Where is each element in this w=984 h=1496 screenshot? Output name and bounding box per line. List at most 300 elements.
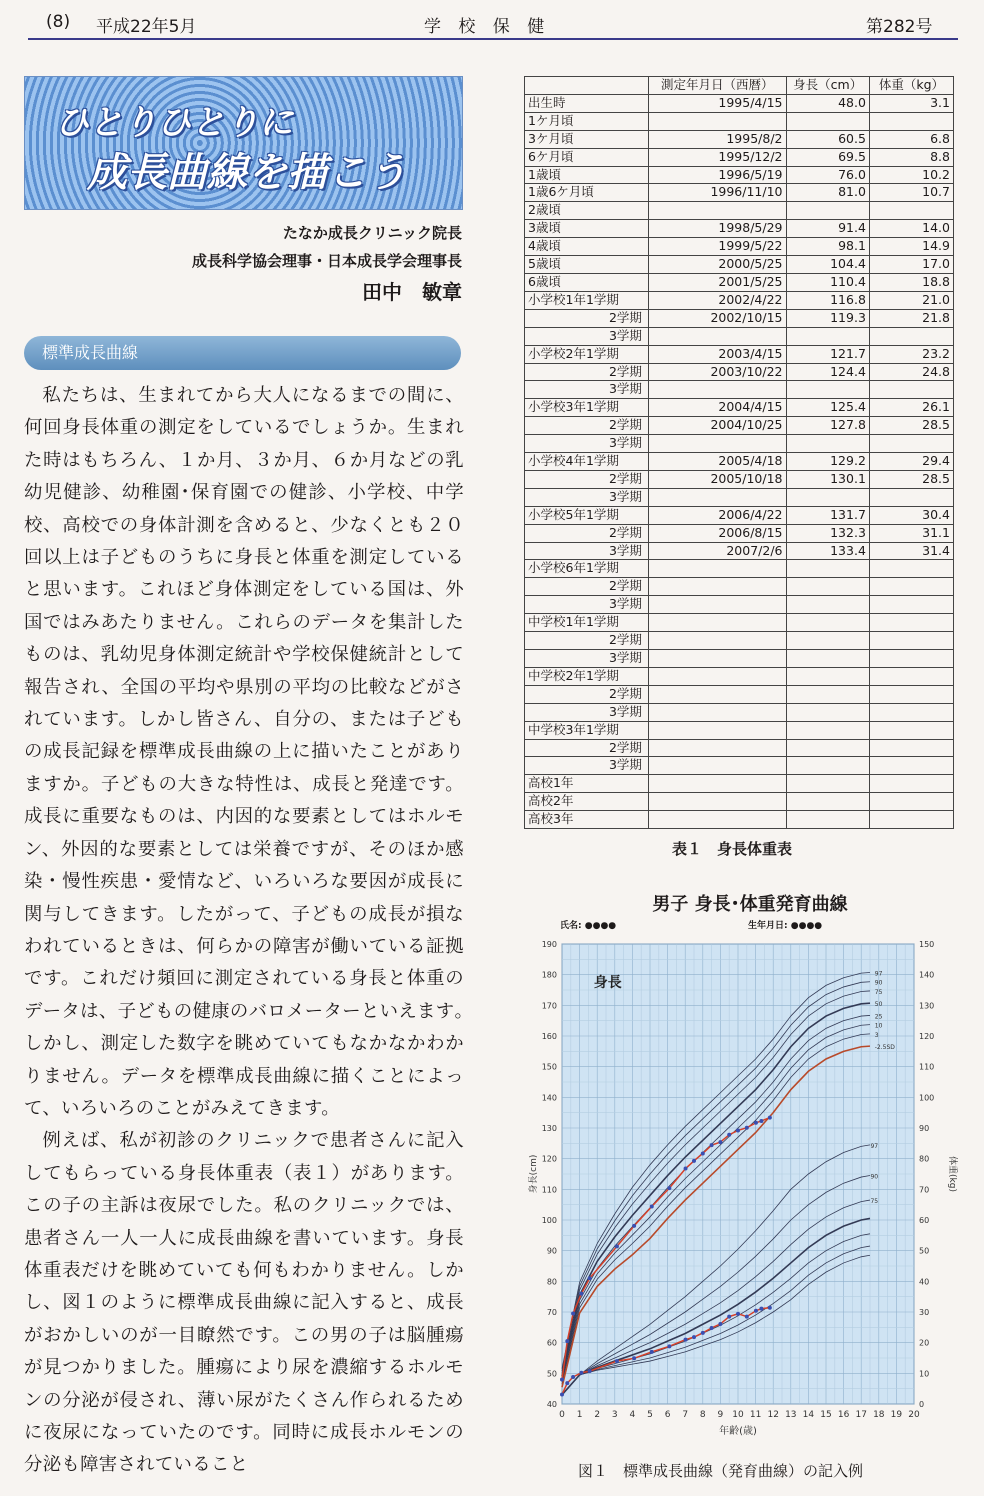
table-cell: 76.0 <box>786 166 869 184</box>
x-tick-label: 15 <box>820 1410 832 1420</box>
data-point <box>632 1224 636 1228</box>
table-cell: 48.0 <box>786 94 869 112</box>
table-cell: 出生時 <box>525 94 649 112</box>
table-cell: 2学期 <box>525 632 649 650</box>
table-cell: 小学校1年1学期 <box>525 291 649 309</box>
data-point <box>650 1205 654 1209</box>
author-affiliation-2: 成長科学協会理事・日本成長学会理事長 <box>191 252 462 270</box>
table-cell: 6.8 <box>869 130 953 148</box>
table-row <box>525 291 954 309</box>
table-row <box>525 417 954 435</box>
y-right-tick-label: 130 <box>919 1001 935 1011</box>
data-point <box>768 1306 772 1310</box>
table-cell: 小学校2年1学期 <box>525 345 649 363</box>
table-cell <box>648 381 786 399</box>
table-cell: 2学期 <box>525 470 649 488</box>
percentile-label: -2.5SD <box>874 1044 895 1052</box>
table-cell: 124.4 <box>786 363 869 381</box>
dob-value: ●●●● <box>790 921 823 931</box>
table-row <box>525 578 954 596</box>
percentile-label: 90 <box>870 1173 879 1181</box>
data-point <box>754 1309 758 1313</box>
table-header-cell: 身長（cm） <box>786 77 869 95</box>
table-cell: 131.7 <box>786 506 869 524</box>
table-cell: 1歳頃 <box>525 166 649 184</box>
table-cell <box>869 112 953 130</box>
table-cell: 8.8 <box>869 148 953 166</box>
data-point <box>727 1133 731 1137</box>
data-point <box>736 1312 740 1316</box>
data-point <box>667 1344 671 1348</box>
x-tick-label: 7 <box>682 1410 689 1420</box>
table-row <box>525 470 954 488</box>
table-cell <box>648 202 786 220</box>
table-row <box>525 309 954 327</box>
x-tick-label: 16 <box>837 1410 850 1420</box>
table-cell <box>786 811 869 829</box>
table-cell <box>648 685 786 703</box>
table-cell: 98.1 <box>786 238 869 256</box>
data-point <box>684 1338 688 1342</box>
table-cell: 2007/2/6 <box>648 542 786 560</box>
table-cell <box>869 632 953 650</box>
table-cell: 2学期 <box>525 363 649 381</box>
issue-date: 平成22年5月 <box>96 17 197 37</box>
table-cell <box>869 381 953 399</box>
data-point <box>727 1315 731 1319</box>
table-cell: 2006/8/15 <box>648 524 786 542</box>
table-cell: 17.0 <box>869 256 953 274</box>
table-cell <box>869 775 953 793</box>
table-cell <box>648 112 786 130</box>
table-cell <box>869 596 953 614</box>
x-tick-label: 6 <box>664 1410 671 1420</box>
y-right-tick-label: 20 <box>919 1338 930 1348</box>
table-cell <box>869 793 953 811</box>
journal-title: 学 校 保 健 <box>424 17 551 37</box>
table-cell <box>648 560 786 578</box>
y-left-tick-label: 60 <box>546 1338 557 1348</box>
table-cell: 31.1 <box>869 524 953 542</box>
table-cell: 1995/4/15 <box>648 94 786 112</box>
table-cell: 91.4 <box>786 220 869 238</box>
table-cell: 1ケ月頃 <box>525 112 649 130</box>
table-cell: 1歳6ケ月頃 <box>525 184 649 202</box>
table-cell: 3学期 <box>525 703 649 721</box>
table-row <box>525 453 954 471</box>
table-cell: 2学期 <box>525 417 649 435</box>
y-right-tick-label: 100 <box>919 1093 935 1103</box>
table-cell <box>648 596 786 614</box>
table-row <box>525 273 954 291</box>
table-cell: 2004/10/25 <box>648 417 786 435</box>
table-row <box>525 542 954 560</box>
table-cell: 高校2年 <box>525 793 649 811</box>
percentile-label: 75 <box>870 1198 879 1206</box>
table-cell: 2005/4/18 <box>648 453 786 471</box>
table-cell: 1996/11/10 <box>648 184 786 202</box>
table-cell: 104.4 <box>786 256 869 274</box>
table-cell: 1995/8/2 <box>648 130 786 148</box>
data-point <box>692 1335 696 1339</box>
y-left-axis-label: 身長(cm) <box>529 1154 539 1194</box>
y-right-tick-label: 30 <box>919 1308 930 1317</box>
table-cell: 3学期 <box>525 542 649 560</box>
page-header <box>0 0 984 40</box>
table-header-row <box>525 77 954 95</box>
table-cell <box>648 632 786 650</box>
table-row <box>525 381 954 399</box>
height-curve-label: 身長 <box>593 974 622 991</box>
table-cell <box>648 488 786 506</box>
table-cell: 高校3年 <box>525 811 649 829</box>
table-cell: 30.4 <box>869 506 953 524</box>
y-right-tick-label: 10 <box>919 1369 930 1379</box>
table-cell <box>786 560 869 578</box>
dob-label: 生年月日: <box>748 921 788 931</box>
data-point <box>560 1392 564 1396</box>
table-cell <box>786 757 869 775</box>
table-row <box>525 363 954 381</box>
table-cell: 1998/5/29 <box>648 220 786 238</box>
table-cell <box>869 650 953 668</box>
title-banner <box>24 76 463 210</box>
percentile-label: 90 <box>874 979 883 987</box>
table-cell: 2学期 <box>525 739 649 757</box>
table-header-cell: 測定年月日（西暦） <box>648 77 786 95</box>
table-row <box>525 435 954 453</box>
table-cell: 23.2 <box>869 345 953 363</box>
table-cell <box>869 703 953 721</box>
table-cell <box>869 578 953 596</box>
table-cell: 14.9 <box>869 238 953 256</box>
table-cell: 小学校5年1学期 <box>525 506 649 524</box>
table-cell <box>786 435 869 453</box>
x-tick-label: 17 <box>855 1410 867 1420</box>
table-cell <box>869 739 953 757</box>
table-cell: 132.3 <box>786 524 869 542</box>
x-tick-label: 11 <box>749 1410 762 1420</box>
data-point <box>579 1292 583 1296</box>
table-cell <box>869 757 953 775</box>
table-row <box>525 202 954 220</box>
y-left-tick-label: 150 <box>541 1062 557 1072</box>
y-right-tick-label: 50 <box>919 1246 930 1256</box>
table-cell: 2003/4/15 <box>648 345 786 363</box>
table-cell <box>786 327 869 345</box>
table-cell: 2001/5/25 <box>648 273 786 291</box>
table-row <box>525 560 954 578</box>
table-row <box>525 614 954 632</box>
y-left-tick-label: 190 <box>541 940 557 949</box>
percentile-label: 50 <box>874 1001 883 1009</box>
table-cell: 116.8 <box>786 291 869 309</box>
y-right-tick-label: 120 <box>919 1032 935 1041</box>
table-cell: 小学校6年1学期 <box>525 560 649 578</box>
table-cell: 3歳頃 <box>525 220 649 238</box>
table-cell: 2学期 <box>525 309 649 327</box>
table-cell: 3学期 <box>525 596 649 614</box>
data-point <box>588 1276 592 1280</box>
table-row <box>525 148 954 166</box>
table-cell: 110.4 <box>786 273 869 291</box>
table-row <box>525 220 954 238</box>
header-rule <box>28 38 958 40</box>
page-number: (8) <box>46 12 71 32</box>
x-tick-label: 1 <box>576 1410 583 1420</box>
author-name: 田中 敏章 <box>362 280 462 304</box>
y-right-tick-label: 60 <box>919 1216 930 1225</box>
table-cell <box>786 650 869 668</box>
table-cell: 2003/10/22 <box>648 363 786 381</box>
height-weight-table <box>524 76 954 829</box>
table-cell: 中学校1年1学期 <box>525 614 649 632</box>
y-left-tick-label: 130 <box>541 1124 557 1133</box>
table-cell: 125.4 <box>786 399 869 417</box>
table-cell: 69.5 <box>786 148 869 166</box>
x-tick-label: 20 <box>908 1410 920 1420</box>
percentile-label: 3 <box>874 1031 879 1039</box>
table-row <box>525 184 954 202</box>
data-point <box>759 1307 763 1311</box>
percentile-label: 75 <box>874 988 883 996</box>
y-left-tick-label: 50 <box>546 1369 557 1379</box>
table-cell: 60.5 <box>786 130 869 148</box>
table-row <box>525 345 954 363</box>
table-row <box>525 775 954 793</box>
data-point <box>768 1116 772 1120</box>
issue-number: 第282号 <box>866 17 933 37</box>
table-cell: 121.7 <box>786 345 869 363</box>
x-tick-label: 14 <box>802 1410 815 1420</box>
table-cell <box>869 560 953 578</box>
table-cell <box>648 578 786 596</box>
table-cell: 1996/5/19 <box>648 166 786 184</box>
table-cell: 28.5 <box>869 417 953 435</box>
table-cell: 3学期 <box>525 757 649 775</box>
table-cell <box>786 596 869 614</box>
table-row <box>525 703 954 721</box>
growth-chart <box>518 930 958 1450</box>
table-cell: 10.7 <box>869 184 953 202</box>
x-tick-label: 12 <box>767 1410 779 1420</box>
table-cell: 4歳頃 <box>525 238 649 256</box>
name-value: ●●●● <box>584 921 617 931</box>
table-cell: 129.2 <box>786 453 869 471</box>
table-row <box>525 256 954 274</box>
table-cell <box>786 488 869 506</box>
table-row <box>525 739 954 757</box>
table-row <box>525 596 954 614</box>
table-cell: 2005/10/18 <box>648 470 786 488</box>
data-point <box>718 1322 722 1326</box>
table-cell <box>648 650 786 668</box>
data-point <box>754 1121 758 1125</box>
table-cell <box>869 667 953 685</box>
table-row <box>525 757 954 775</box>
table-cell <box>786 703 869 721</box>
data-point <box>588 1369 592 1373</box>
y-right-tick-label: 140 <box>919 970 935 980</box>
x-tick-label: 9 <box>717 1410 724 1420</box>
table-row <box>525 130 954 148</box>
data-point <box>615 1359 619 1363</box>
y-left-tick-label: 180 <box>541 970 557 980</box>
percentile-label: 97 <box>874 970 883 978</box>
x-tick-label: 10 <box>732 1410 744 1420</box>
x-tick-label: 4 <box>629 1410 636 1420</box>
table-caption: 表１ 身長体重表 <box>672 840 793 858</box>
y-right-tick-label: 90 <box>919 1124 930 1133</box>
table-cell: 1995/12/2 <box>648 148 786 166</box>
y-left-tick-label: 170 <box>541 1001 557 1011</box>
table-row <box>525 667 954 685</box>
table-cell: 2学期 <box>525 578 649 596</box>
data-point <box>759 1119 763 1123</box>
table-row <box>525 112 954 130</box>
table-cell <box>786 632 869 650</box>
chart-title: 男子 身長･体重発育曲線 <box>652 894 848 915</box>
table-row <box>525 685 954 703</box>
table-cell: 10.2 <box>869 166 953 184</box>
y-left-tick-label: 120 <box>541 1154 557 1164</box>
table-cell <box>648 435 786 453</box>
table-header-cell <box>525 77 649 95</box>
y-left-tick-label: 110 <box>541 1185 557 1195</box>
table-cell: 中学校2年1学期 <box>525 667 649 685</box>
x-tick-label: 18 <box>873 1410 885 1420</box>
table-cell: 127.8 <box>786 417 869 435</box>
y-right-tick-label: 40 <box>919 1277 930 1287</box>
table-cell: 6ケ月頃 <box>525 148 649 166</box>
data-point <box>632 1356 636 1360</box>
table-cell <box>648 721 786 739</box>
x-tick-label: 0 <box>559 1410 565 1420</box>
table-row <box>525 793 954 811</box>
y-left-tick-label: 90 <box>546 1246 557 1256</box>
data-point <box>579 1371 583 1375</box>
section-heading: 標準成長曲線 <box>24 336 461 370</box>
table-cell: 21.0 <box>869 291 953 309</box>
data-point <box>650 1350 654 1354</box>
article-body <box>24 380 464 1482</box>
table-row <box>525 488 954 506</box>
data-point <box>710 1143 714 1147</box>
table-cell <box>786 721 869 739</box>
table-cell: 2学期 <box>525 685 649 703</box>
table-cell: 2学期 <box>525 524 649 542</box>
table-cell <box>648 739 786 757</box>
y-left-tick-label: 140 <box>541 1093 557 1103</box>
x-tick-label: 13 <box>785 1410 797 1420</box>
data-point <box>692 1159 696 1163</box>
data-point <box>571 1312 575 1316</box>
figure-caption: 図１ 標準成長曲線（発育曲線）の記入例 <box>578 1462 864 1480</box>
y-right-tick-label: 150 <box>919 940 935 949</box>
table-cell <box>786 614 869 632</box>
table-cell: 3学期 <box>525 650 649 668</box>
x-tick-label: 5 <box>647 1410 653 1420</box>
table-cell <box>786 685 869 703</box>
data-point <box>718 1140 722 1144</box>
percentile-label: 25 <box>874 1013 883 1021</box>
table-cell: 119.3 <box>786 309 869 327</box>
x-tick-label: 3 <box>611 1410 618 1420</box>
data-point <box>736 1128 740 1132</box>
data-point <box>615 1244 619 1248</box>
table-cell <box>786 793 869 811</box>
table-cell <box>648 757 786 775</box>
table-row <box>525 632 954 650</box>
table-row <box>525 399 954 417</box>
table-cell <box>648 811 786 829</box>
y-right-tick-label: 0 <box>919 1400 925 1409</box>
y-left-tick-label: 160 <box>541 1032 557 1041</box>
y-right-tick-label: 70 <box>919 1185 930 1195</box>
y-left-tick-label: 80 <box>546 1277 557 1287</box>
table-cell: 2002/4/22 <box>648 291 786 309</box>
y-right-tick-label: 110 <box>919 1062 935 1072</box>
data-point <box>701 1331 705 1335</box>
table-cell: 5歳頃 <box>525 256 649 274</box>
percentile-label: 10 <box>874 1022 883 1030</box>
table-cell <box>869 811 953 829</box>
table-row <box>525 166 954 184</box>
table-cell: 中学校3年1学期 <box>525 721 649 739</box>
table-cell: 小学校4年1学期 <box>525 453 649 471</box>
data-point <box>701 1151 705 1155</box>
table-row <box>525 94 954 112</box>
table-cell <box>786 202 869 220</box>
title-line-1: ひとりひとりに <box>55 103 293 143</box>
table-cell: 1999/5/22 <box>648 238 786 256</box>
y-left-tick-label: 70 <box>546 1308 557 1317</box>
x-tick-label: 8 <box>699 1410 706 1420</box>
data-point <box>745 1126 749 1130</box>
table-cell <box>648 614 786 632</box>
table-cell <box>648 667 786 685</box>
data-point <box>684 1166 688 1170</box>
table-cell: 31.4 <box>869 542 953 560</box>
table-cell: 21.8 <box>869 309 953 327</box>
paragraph: 例えば、私が初診のクリニックで患者さんに記入してもらっている身長体重表（表１）があります。この子の主訴は夜尿でした。私のクリニックでは、患者さん一人一人に成長曲線を書いています。身長体重表だけを眺めていても何もわかりません。しかし、図１のように標準成長曲線に記入すると、成長がおかしいのが一目瞭然です。この男の子は脳腫瘍が見つかりました。腫瘍により尿を濃縮するホルモンの分泌が侵され、薄い尿がたくさん作られるために夜尿になっていたのです。同時に成長ホルモンの分泌も障害されていること <box>24 1130 464 1476</box>
table-cell: 3学期 <box>525 488 649 506</box>
table-header-cell: 体重（kg） <box>869 77 953 95</box>
table-cell: 28.5 <box>869 470 953 488</box>
y-left-tick-label: 40 <box>546 1400 557 1409</box>
table-cell <box>869 685 953 703</box>
table-cell <box>786 739 869 757</box>
table-cell: 18.8 <box>869 273 953 291</box>
percentile-label: 97 <box>870 1142 879 1150</box>
y-right-axis-label: 体重(kg) <box>947 1156 957 1192</box>
x-tick-label: 2 <box>594 1410 601 1420</box>
paragraph: 私たちは、生まれてから大人になるまでの間に、何回身長体重の測定をしているでしょうか。生まれた時はもちろん、１か月、３か月、６か月などの乳幼児健診、幼稚園･保育園での健診、小学校、中学校、高校での身体計測を含めると、少なくとも２０回以上は子どものうちに身長と体重を測定していると思います。これほど身体測定をしている国は、外国ではみあたりません。これらのデータを集計したものは、乳幼児身体測定統計や学校保健統計として報告され、全国の平均や県別の平均の比較などがされています。しかし皆さん、自分の、または子どもの成長記録を標準成長曲線の上に描いたことがありますか。子どもの大きな特性は、成長と発達です。成長に重要なものは、内因的な要素としてはホルモン、外因的な要素としては栄養ですが、そのほか感染・慢性疾患・愛情など、いろいろな要因が成長に関与してきます。したがって、子どもの成長が損なわれているときは、何らかの障害が働いている証拠です。これだけ頻回に測定されている身長と体重のデータは、子どもの健康のバロメーターといえます｡しかし、測定した数字を眺めていてもなかなかわかりません。データを標準成長曲線に描くことによって、いろいろのことがみえてきます。 <box>24 385 464 1119</box>
table-cell <box>648 775 786 793</box>
data-point <box>560 1377 564 1381</box>
table-cell <box>786 667 869 685</box>
table-cell: 2歳頃 <box>525 202 649 220</box>
table-row <box>525 524 954 542</box>
table-cell: 高校1年 <box>525 775 649 793</box>
table-cell <box>869 327 953 345</box>
table-row <box>525 238 954 256</box>
table-cell: 2002/10/15 <box>648 309 786 327</box>
table-cell: 29.4 <box>869 453 953 471</box>
table-cell: 2000/5/25 <box>648 256 786 274</box>
y-left-tick-label: 100 <box>541 1216 557 1225</box>
table-cell: 130.1 <box>786 470 869 488</box>
